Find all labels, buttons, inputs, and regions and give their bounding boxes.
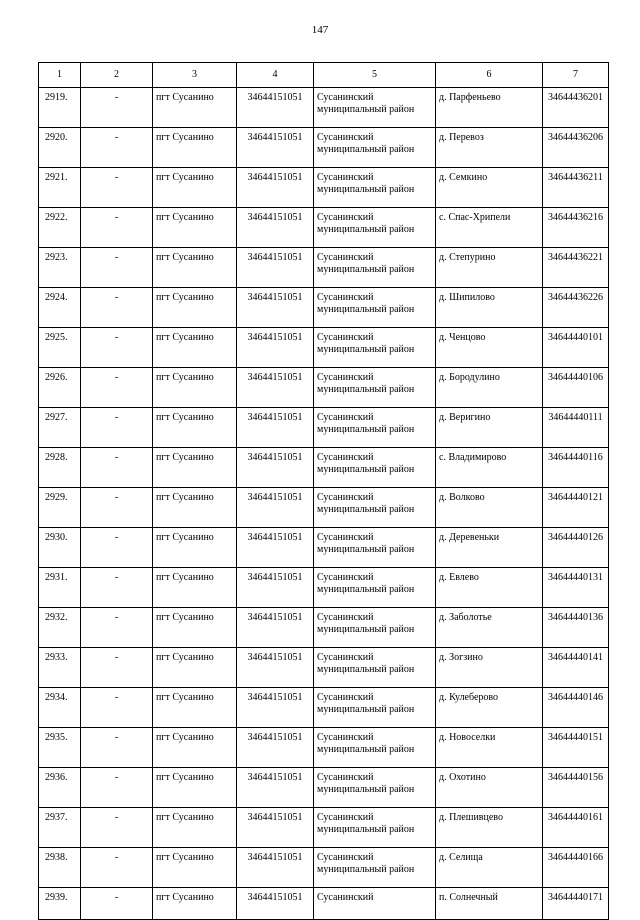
district-line-1: Сусанинский bbox=[317, 132, 374, 143]
oktmo-code-cell: 34644440146 bbox=[543, 688, 609, 728]
table-row bbox=[39, 728, 609, 768]
dash-cell: - bbox=[81, 648, 153, 688]
oktmo-code-cell: 34644436226 bbox=[543, 288, 609, 328]
table-row bbox=[39, 448, 609, 488]
oktmo-code-cell: 34644440111 bbox=[543, 408, 609, 448]
locality-cell: д. Перевоз bbox=[436, 128, 543, 168]
settlement-cell: пгт Сусанино bbox=[153, 848, 237, 888]
table-row bbox=[39, 288, 609, 328]
district-cell bbox=[314, 728, 436, 768]
row-number-cell: 2935. bbox=[39, 728, 81, 768]
district-cell bbox=[314, 568, 436, 608]
settlement-cell: пгт Сусанино bbox=[153, 248, 237, 288]
table-row bbox=[39, 488, 609, 528]
district-line-1: Сусанинский bbox=[317, 532, 374, 543]
district-cell bbox=[314, 768, 436, 808]
row-number-cell: 2922. bbox=[39, 208, 81, 248]
dash-cell: - bbox=[81, 288, 153, 328]
district-line-1: Сусанинский bbox=[317, 452, 374, 463]
district-cell bbox=[314, 368, 436, 408]
row-number-cell: 2934. bbox=[39, 688, 81, 728]
locality-cell: д. Охотино bbox=[436, 768, 543, 808]
district-cell bbox=[314, 328, 436, 368]
settlement-cell: пгт Сусанино bbox=[153, 88, 237, 128]
row-number-cell: 2938. bbox=[39, 848, 81, 888]
oktmo-code-cell: 34644440151 bbox=[543, 728, 609, 768]
column-header-3: 3 bbox=[153, 63, 237, 88]
district-cell bbox=[314, 448, 436, 488]
locality-cell: п. Солнечный bbox=[436, 888, 543, 920]
locality-cell: д. Парфеньево bbox=[436, 88, 543, 128]
dash-cell: - bbox=[81, 688, 153, 728]
okato-code-cell: 34644151051 bbox=[237, 888, 314, 920]
district-line-1: Сусанинский bbox=[317, 692, 374, 703]
column-header-1: 1 bbox=[39, 63, 81, 88]
table-row bbox=[39, 208, 609, 248]
district-line-1: Сусанинский bbox=[317, 492, 374, 503]
dash-cell: - bbox=[81, 88, 153, 128]
table-row bbox=[39, 568, 609, 608]
settlement-cell: пгт Сусанино bbox=[153, 288, 237, 328]
district-line-2: муниципальный район bbox=[317, 584, 415, 595]
oktmo-code-cell: 34644440101 bbox=[543, 328, 609, 368]
district-line-1: Сусанинский bbox=[317, 292, 374, 303]
locality-cell: д. Семкино bbox=[436, 168, 543, 208]
district-cell bbox=[314, 488, 436, 528]
district-line-1: Сусанинский bbox=[317, 852, 374, 863]
oktmo-code-cell: 34644436216 bbox=[543, 208, 609, 248]
dash-cell: - bbox=[81, 808, 153, 848]
table-row bbox=[39, 888, 609, 920]
district-line-1: Сусанинский bbox=[317, 252, 374, 263]
district-line-2: муниципальный район bbox=[317, 824, 415, 835]
okato-code-cell: 34644151051 bbox=[237, 248, 314, 288]
dash-cell: - bbox=[81, 248, 153, 288]
row-number-cell: 2927. bbox=[39, 408, 81, 448]
district-line-2: муниципальный район bbox=[317, 424, 415, 435]
column-header-6: 6 bbox=[436, 63, 543, 88]
oktmo-code-cell: 34644440136 bbox=[543, 608, 609, 648]
okato-code-cell: 34644151051 bbox=[237, 328, 314, 368]
district-line-1: Сусанинский bbox=[317, 772, 374, 783]
district-line-2: муниципальный район bbox=[317, 264, 415, 275]
district-line-2: муниципальный район bbox=[317, 224, 415, 235]
dash-cell: - bbox=[81, 448, 153, 488]
settlement-cell: пгт Сусанино bbox=[153, 208, 237, 248]
district-line-2: муниципальный район bbox=[317, 704, 415, 715]
locality-cell: д. Заболотье bbox=[436, 608, 543, 648]
locality-cell: д. Веригино bbox=[436, 408, 543, 448]
row-number-cell: 2920. bbox=[39, 128, 81, 168]
district-line-2: муниципальный район bbox=[317, 624, 415, 635]
locality-cell: д. Евлево bbox=[436, 568, 543, 608]
dash-cell: - bbox=[81, 768, 153, 808]
district-cell bbox=[314, 608, 436, 648]
locality-cell: с. Владимирово bbox=[436, 448, 543, 488]
table-body bbox=[39, 88, 609, 920]
district-cell bbox=[314, 848, 436, 888]
dash-cell: - bbox=[81, 128, 153, 168]
district-line-2: муниципальный район bbox=[317, 104, 415, 115]
table-row bbox=[39, 688, 609, 728]
page-number: 147 bbox=[311, 24, 329, 36]
settlement-cell: пгт Сусанино bbox=[153, 328, 237, 368]
settlement-cell: пгт Сусанино bbox=[153, 168, 237, 208]
table-row bbox=[39, 128, 609, 168]
district-line-1: Сусанинский bbox=[317, 732, 374, 743]
district-line-2: муниципальный район bbox=[317, 664, 415, 675]
settlement-cell: пгт Сусанино bbox=[153, 648, 237, 688]
oktmo-code-cell: 34644440166 bbox=[543, 848, 609, 888]
locality-cell: д. Кулеберово bbox=[436, 688, 543, 728]
locality-cell: д. Деревеньки bbox=[436, 528, 543, 568]
dash-cell: - bbox=[81, 568, 153, 608]
oktmo-code-cell: 34644440126 bbox=[543, 528, 609, 568]
row-number-cell: 2939. bbox=[39, 888, 81, 920]
locality-cell: д. Шипилово bbox=[436, 288, 543, 328]
table-row bbox=[39, 248, 609, 288]
dash-cell: - bbox=[81, 328, 153, 368]
header-row bbox=[39, 63, 609, 88]
okato-code-cell: 34644151051 bbox=[237, 848, 314, 888]
oktmo-code-cell: 34644440161 bbox=[543, 808, 609, 848]
district-cell bbox=[314, 408, 436, 448]
district-line-1: Сусанинский bbox=[317, 92, 374, 103]
locality-cell: д. Ченцово bbox=[436, 328, 543, 368]
district-cell bbox=[314, 248, 436, 288]
okato-code-cell: 34644151051 bbox=[237, 808, 314, 848]
district-cell bbox=[314, 168, 436, 208]
dash-cell: - bbox=[81, 208, 153, 248]
row-number-cell: 2919. bbox=[39, 88, 81, 128]
oktmo-code-cell: 34644436201 bbox=[543, 88, 609, 128]
table-row bbox=[39, 168, 609, 208]
okato-code-cell: 34644151051 bbox=[237, 768, 314, 808]
district-line-2: муниципальный район bbox=[317, 544, 415, 555]
oktmo-code-cell: 34644436211 bbox=[543, 168, 609, 208]
district-line-2: муниципальный район bbox=[317, 184, 415, 195]
row-number-cell: 2936. bbox=[39, 768, 81, 808]
district-cell bbox=[314, 688, 436, 728]
table-row bbox=[39, 808, 609, 848]
okato-code-cell: 34644151051 bbox=[237, 128, 314, 168]
row-number-cell: 2925. bbox=[39, 328, 81, 368]
settlement-cell: пгт Сусанино bbox=[153, 808, 237, 848]
table-row bbox=[39, 368, 609, 408]
district-line-1: Сусанинский bbox=[317, 412, 374, 423]
oktmo-code-cell: 34644440141 bbox=[543, 648, 609, 688]
settlement-cell: пгт Сусанино bbox=[153, 688, 237, 728]
row-number-cell: 2937. bbox=[39, 808, 81, 848]
dash-cell: - bbox=[81, 168, 153, 208]
settlement-cell: пгт Сусанино bbox=[153, 568, 237, 608]
table-row bbox=[39, 88, 609, 128]
settlement-cell: пгт Сусанино bbox=[153, 128, 237, 168]
oktmo-code-cell: 34644436206 bbox=[543, 128, 609, 168]
locality-cell: с. Спас-Хрипели bbox=[436, 208, 543, 248]
district-line-1: Сусанинский bbox=[317, 172, 374, 183]
district-line-1: Сусанинский bbox=[317, 372, 374, 383]
oktmo-code-cell: 34644440116 bbox=[543, 448, 609, 488]
oktmo-code-cell: 34644440106 bbox=[543, 368, 609, 408]
dash-cell: - bbox=[81, 408, 153, 448]
district-line-1: Сусанинский bbox=[317, 612, 374, 623]
dash-cell: - bbox=[81, 368, 153, 408]
registry-table bbox=[38, 62, 609, 920]
okato-code-cell: 34644151051 bbox=[237, 288, 314, 328]
district-cell bbox=[314, 808, 436, 848]
okato-code-cell: 34644151051 bbox=[237, 648, 314, 688]
settlement-cell: пгт Сусанино bbox=[153, 368, 237, 408]
district-line-2: муниципальный район bbox=[317, 144, 415, 155]
row-number-cell: 2933. bbox=[39, 648, 81, 688]
row-number-cell: 2932. bbox=[39, 608, 81, 648]
district-cell bbox=[314, 128, 436, 168]
district-line-1: Сусанинский bbox=[317, 652, 374, 663]
okato-code-cell: 34644151051 bbox=[237, 168, 314, 208]
table-row bbox=[39, 608, 609, 648]
table-header bbox=[39, 63, 609, 88]
locality-cell: д. Бородулино bbox=[436, 368, 543, 408]
dash-cell: - bbox=[81, 488, 153, 528]
okato-code-cell: 34644151051 bbox=[237, 448, 314, 488]
locality-cell: д. Зогзино bbox=[436, 648, 543, 688]
okato-code-cell: 34644151051 bbox=[237, 528, 314, 568]
district-line-1: Сусанинский bbox=[317, 572, 374, 583]
okato-code-cell: 34644151051 bbox=[237, 568, 314, 608]
settlement-cell: пгт Сусанино bbox=[153, 488, 237, 528]
okato-code-cell: 34644151051 bbox=[237, 408, 314, 448]
row-number-cell: 2924. bbox=[39, 288, 81, 328]
district-line-2: муниципальный район bbox=[317, 744, 415, 755]
row-number-cell: 2926. bbox=[39, 368, 81, 408]
table-row bbox=[39, 848, 609, 888]
dash-cell: - bbox=[81, 728, 153, 768]
locality-cell: д. Новоселки bbox=[436, 728, 543, 768]
row-number-cell: 2930. bbox=[39, 528, 81, 568]
okato-code-cell: 34644151051 bbox=[237, 488, 314, 528]
district-line-1: Сусанинский bbox=[317, 892, 374, 903]
oktmo-code-cell: 34644440121 bbox=[543, 488, 609, 528]
row-number-cell: 2921. bbox=[39, 168, 81, 208]
okato-code-cell: 34644151051 bbox=[237, 728, 314, 768]
oktmo-code-cell: 34644436221 bbox=[543, 248, 609, 288]
column-header-4: 4 bbox=[237, 63, 314, 88]
row-number-cell: 2928. bbox=[39, 448, 81, 488]
district-cell bbox=[314, 888, 436, 920]
column-header-7: 7 bbox=[543, 63, 609, 88]
district-line-2: муниципальный район bbox=[317, 504, 415, 515]
table-row bbox=[39, 528, 609, 568]
row-number-cell: 2931. bbox=[39, 568, 81, 608]
table-row bbox=[39, 328, 609, 368]
row-number-cell: 2929. bbox=[39, 488, 81, 528]
district-line-1: Сусанинский bbox=[317, 212, 374, 223]
settlement-cell: пгт Сусанино bbox=[153, 888, 237, 920]
okato-code-cell: 34644151051 bbox=[237, 208, 314, 248]
column-header-2: 2 bbox=[81, 63, 153, 88]
dash-cell: - bbox=[81, 608, 153, 648]
locality-cell: д. Селища bbox=[436, 848, 543, 888]
district-line-2: муниципальный район bbox=[317, 344, 415, 355]
district-line-2: муниципальный район bbox=[317, 304, 415, 315]
district-line-2: муниципальный район bbox=[317, 384, 415, 395]
district-line-2: муниципальный район bbox=[317, 864, 415, 875]
district-line-1: Сусанинский bbox=[317, 332, 374, 343]
district-line-2: муниципальный район bbox=[317, 784, 415, 795]
locality-cell: д. Степурино bbox=[436, 248, 543, 288]
settlement-cell: пгт Сусанино bbox=[153, 768, 237, 808]
okato-code-cell: 34644151051 bbox=[237, 608, 314, 648]
okato-code-cell: 34644151051 bbox=[237, 88, 314, 128]
locality-cell: д. Волково bbox=[436, 488, 543, 528]
table-row bbox=[39, 408, 609, 448]
oktmo-code-cell: 34644440171 bbox=[543, 888, 609, 920]
settlement-cell: пгт Сусанино bbox=[153, 528, 237, 568]
dash-cell: - bbox=[81, 528, 153, 568]
row-number-cell: 2923. bbox=[39, 248, 81, 288]
district-line-1: Сусанинский bbox=[317, 812, 374, 823]
dash-cell: - bbox=[81, 888, 153, 920]
oktmo-code-cell: 34644440156 bbox=[543, 768, 609, 808]
column-header-5: 5 bbox=[314, 63, 436, 88]
settlement-cell: пгт Сусанино bbox=[153, 728, 237, 768]
locality-cell: д. Плешивцево bbox=[436, 808, 543, 848]
district-cell bbox=[314, 88, 436, 128]
district-cell bbox=[314, 208, 436, 248]
table-row bbox=[39, 648, 609, 688]
settlement-cell: пгт Сусанино bbox=[153, 408, 237, 448]
settlement-cell: пгт Сусанино bbox=[153, 608, 237, 648]
table-row bbox=[39, 768, 609, 808]
district-line-2: муниципальный район bbox=[317, 464, 415, 475]
district-cell bbox=[314, 528, 436, 568]
dash-cell: - bbox=[81, 848, 153, 888]
oktmo-code-cell: 34644440131 bbox=[543, 568, 609, 608]
settlement-cell: пгт Сусанино bbox=[153, 448, 237, 488]
okato-code-cell: 34644151051 bbox=[237, 688, 314, 728]
district-cell bbox=[314, 648, 436, 688]
okato-code-cell: 34644151051 bbox=[237, 368, 314, 408]
district-cell bbox=[314, 288, 436, 328]
